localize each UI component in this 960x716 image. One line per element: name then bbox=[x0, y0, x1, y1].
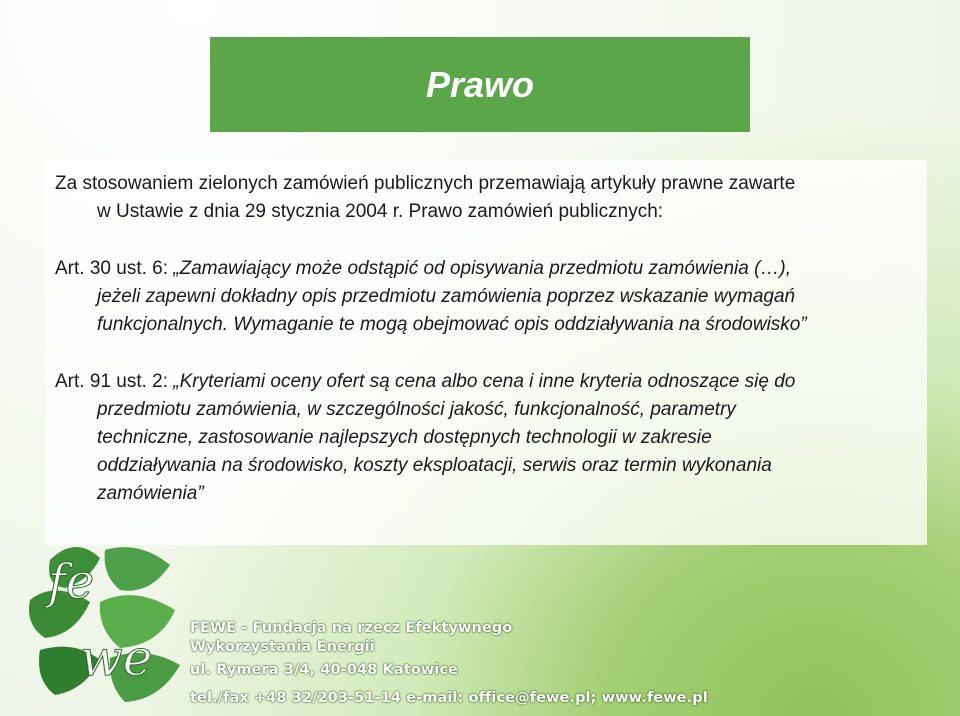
fewe-logo-icon bbox=[20, 540, 195, 710]
footer-contact: tel./fax +48 32/203-51-14 e-mail: office@fewe.pl; www.fewe.pl bbox=[190, 690, 708, 706]
art91-line-5: zamówienia” bbox=[97, 483, 204, 504]
intro-line-2: w Ustawie z dnia 29 stycznia 2004 r. Prawo zamówień publicznych: bbox=[97, 201, 664, 222]
art30-line-1: „Zamawiający może odstąpić od opisywania przedmiotu zamówienia (…), bbox=[168, 258, 792, 279]
art30-line-3: funkcjonalnych. Wymaganie te mogą obejmować opis oddziaływania na środowisko” bbox=[97, 314, 807, 335]
footer-address: ul. Rymera 3/4, 40-048 Katowice bbox=[190, 662, 459, 678]
art91-paragraph bbox=[55, 368, 915, 508]
art91-line-4: oddziaływania na środowisko, koszty eksploatacji, serwis oraz termin wykonania bbox=[97, 455, 772, 476]
art91-line-1: „Kryteriami oceny ofert są cena albo cena i inne kryteria odnoszące się do bbox=[168, 371, 796, 392]
art91-ref: Art. 91 ust. 2: bbox=[55, 371, 168, 392]
svg-text:fe: fe bbox=[48, 554, 95, 610]
art91-line-2: przedmiotu zamówienia, w szczególności jakość, funkcjonalność, parametry bbox=[97, 399, 736, 420]
footer-org-line-1: FEWE - Fundacja na rzecz Efektywnego bbox=[190, 620, 513, 636]
intro-paragraph bbox=[55, 170, 915, 226]
art30-ref: Art. 30 ust. 6: bbox=[55, 258, 168, 279]
svg-text:we: we bbox=[80, 629, 153, 687]
title-banner bbox=[210, 37, 750, 132]
page-title: Prawo bbox=[425, 63, 535, 105]
art30-line-2: jeżeli zapewni dokładny opis przedmiotu zamówienia poprzez wskazanie wymagań bbox=[97, 286, 796, 307]
footer-org-line-2: Wykorzystania Energii bbox=[190, 639, 375, 655]
intro-line-1: Za stosowaniem zielonych zamówień publicznych przemawiają artykuły prawne zawarte bbox=[55, 173, 796, 194]
art30-paragraph bbox=[55, 255, 915, 339]
art91-line-3: techniczne, zastosowanie najlepszych dostępnych technologii w zakresie bbox=[97, 427, 712, 448]
